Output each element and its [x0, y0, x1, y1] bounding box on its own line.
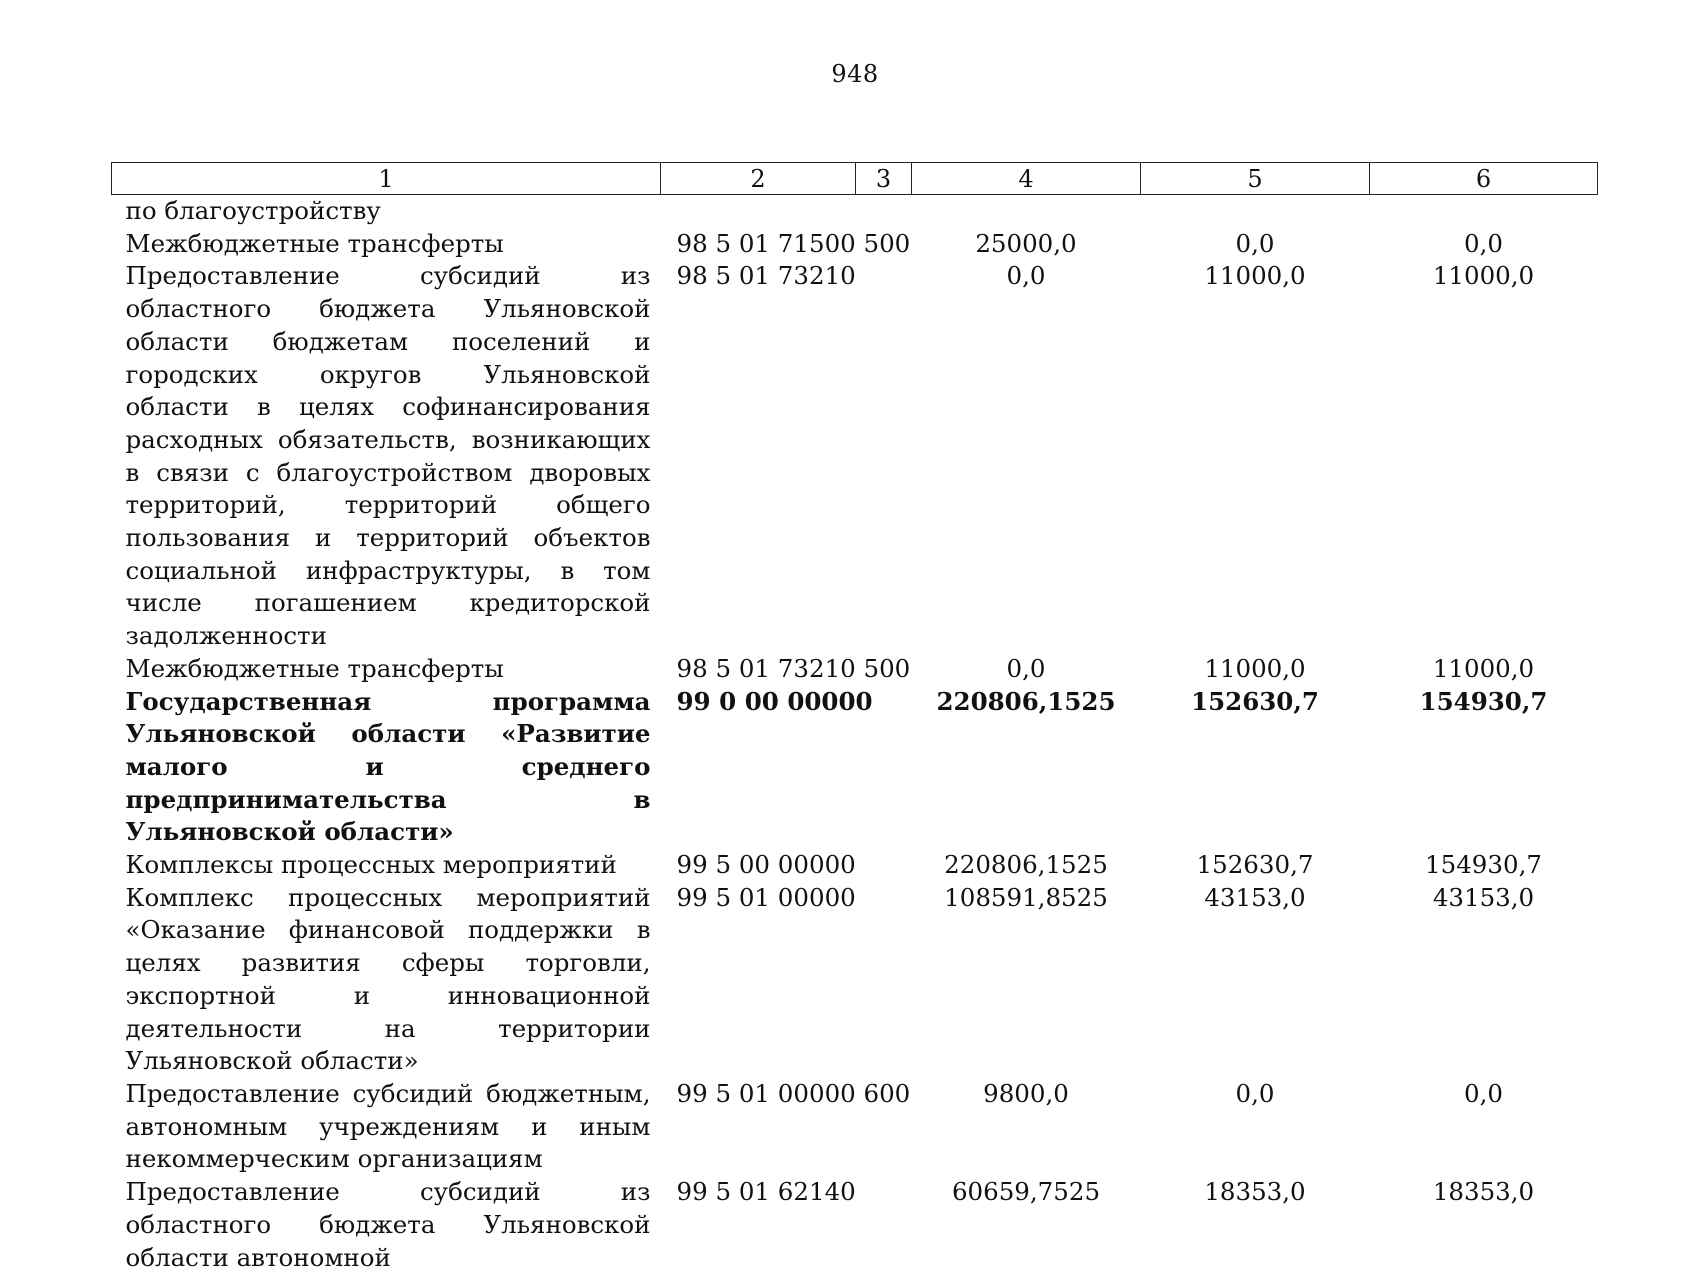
- header-col-1: 1: [112, 163, 661, 195]
- row-value-6: 11000,0: [1370, 260, 1598, 652]
- row-name: Комплексы процессных мероприятий: [112, 849, 661, 882]
- row-name: Комплекс процессных мероприятий «Оказание финансовой поддержки в целях развития сферы торговли, экспортной и инновационной деятельности на территории Ульяновской области»: [112, 882, 661, 1078]
- row-value-6: 43153,0: [1370, 882, 1598, 1078]
- row-expense-type: [856, 260, 912, 652]
- row-value-4: 0,0: [912, 260, 1141, 652]
- row-code: 99 5 01 00000: [661, 882, 856, 1078]
- row-expense-type: 600: [856, 1078, 912, 1176]
- row-value-4: [912, 195, 1141, 228]
- budget-table: [111, 162, 1598, 1274]
- table-row: [112, 228, 1598, 261]
- row-value-4: 60659,7525: [912, 1176, 1141, 1274]
- table-row: [112, 1176, 1598, 1274]
- row-value-6: 154930,7: [1370, 686, 1598, 850]
- row-expense-type: 500: [856, 228, 912, 261]
- row-name: по благоустройству: [112, 195, 661, 228]
- row-expense-type: [856, 1176, 912, 1274]
- table-row: [112, 849, 1598, 882]
- row-expense-type: [856, 195, 912, 228]
- table-row: [112, 653, 1598, 686]
- row-value-6: 154930,7: [1370, 849, 1598, 882]
- header-row: [112, 163, 1598, 195]
- row-name: Предоставление субсидий из областного бюджета Ульяновской области автономной: [112, 1176, 661, 1274]
- row-name: Межбюджетные трансферты: [112, 653, 661, 686]
- row-name: Предоставление субсидий бюджетным, автономным учреждениям и иным некоммерческим организациям: [112, 1078, 661, 1176]
- page-number: 948: [0, 60, 1696, 88]
- row-value-5: 11000,0: [1141, 260, 1370, 652]
- table-row: [112, 195, 1598, 228]
- row-expense-type: 500: [856, 653, 912, 686]
- table-body: [112, 195, 1598, 1274]
- header-col-6: 6: [1370, 163, 1598, 195]
- row-value-5: 0,0: [1141, 1078, 1370, 1176]
- table-row: [112, 1078, 1598, 1176]
- row-value-4: 0,0: [912, 653, 1141, 686]
- row-value-4: 25000,0: [912, 228, 1141, 261]
- row-value-6: 11000,0: [1370, 653, 1598, 686]
- row-value-5: 152630,7: [1141, 849, 1370, 882]
- header-col-3: 3: [856, 163, 912, 195]
- row-value-5: 152630,7: [1141, 686, 1370, 850]
- row-expense-type: [856, 849, 912, 882]
- row-value-5: 0,0: [1141, 228, 1370, 261]
- row-expense-type: [856, 882, 912, 1078]
- row-code: 98 5 01 71500: [661, 228, 856, 261]
- header-col-2: 2: [661, 163, 856, 195]
- row-code: 99 5 01 62140: [661, 1176, 856, 1274]
- row-name: Предоставление субсидий из областного бюджета Ульяновской области бюджетам поселений и городских округов Ульяновской области в целях софинансирования расходных обязательств, возникающих в связи с благоустройством дворовых территорий, территорий общего пользования и территорий объектов социальной инфраструктуры, в том числе погашением кредиторской задолженности: [112, 260, 661, 652]
- row-value-6: 18353,0: [1370, 1176, 1598, 1274]
- row-value-5: 43153,0: [1141, 882, 1370, 1078]
- row-code: [661, 195, 856, 228]
- row-code: 99 0 00 00000: [661, 686, 856, 850]
- row-value-5: 11000,0: [1141, 653, 1370, 686]
- table-row: [112, 260, 1598, 652]
- header-col-4: 4: [912, 163, 1141, 195]
- row-value-6: 0,0: [1370, 228, 1598, 261]
- row-value-5: [1141, 195, 1370, 228]
- row-name: Межбюджетные трансферты: [112, 228, 661, 261]
- row-value-4: 220806,1525: [912, 686, 1141, 850]
- row-value-5: 18353,0: [1141, 1176, 1370, 1274]
- row-code: 98 5 01 73210: [661, 653, 856, 686]
- table-row-program: [112, 686, 1598, 850]
- row-code: 99 5 01 00000: [661, 1078, 856, 1176]
- row-code: 98 5 01 73210: [661, 260, 856, 652]
- row-name: Государственная программа Ульяновской области «Развитие малого и среднего предпринимательства в Ульяновской области»: [112, 686, 661, 850]
- row-value-4: 9800,0: [912, 1078, 1141, 1176]
- row-value-6: 0,0: [1370, 1078, 1598, 1176]
- row-code: 99 5 00 00000: [661, 849, 856, 882]
- table-row: [112, 882, 1598, 1078]
- table-header: [112, 163, 1598, 195]
- header-col-5: 5: [1141, 163, 1370, 195]
- row-value-6: [1370, 195, 1598, 228]
- row-value-4: 220806,1525: [912, 849, 1141, 882]
- row-value-4: 108591,8525: [912, 882, 1141, 1078]
